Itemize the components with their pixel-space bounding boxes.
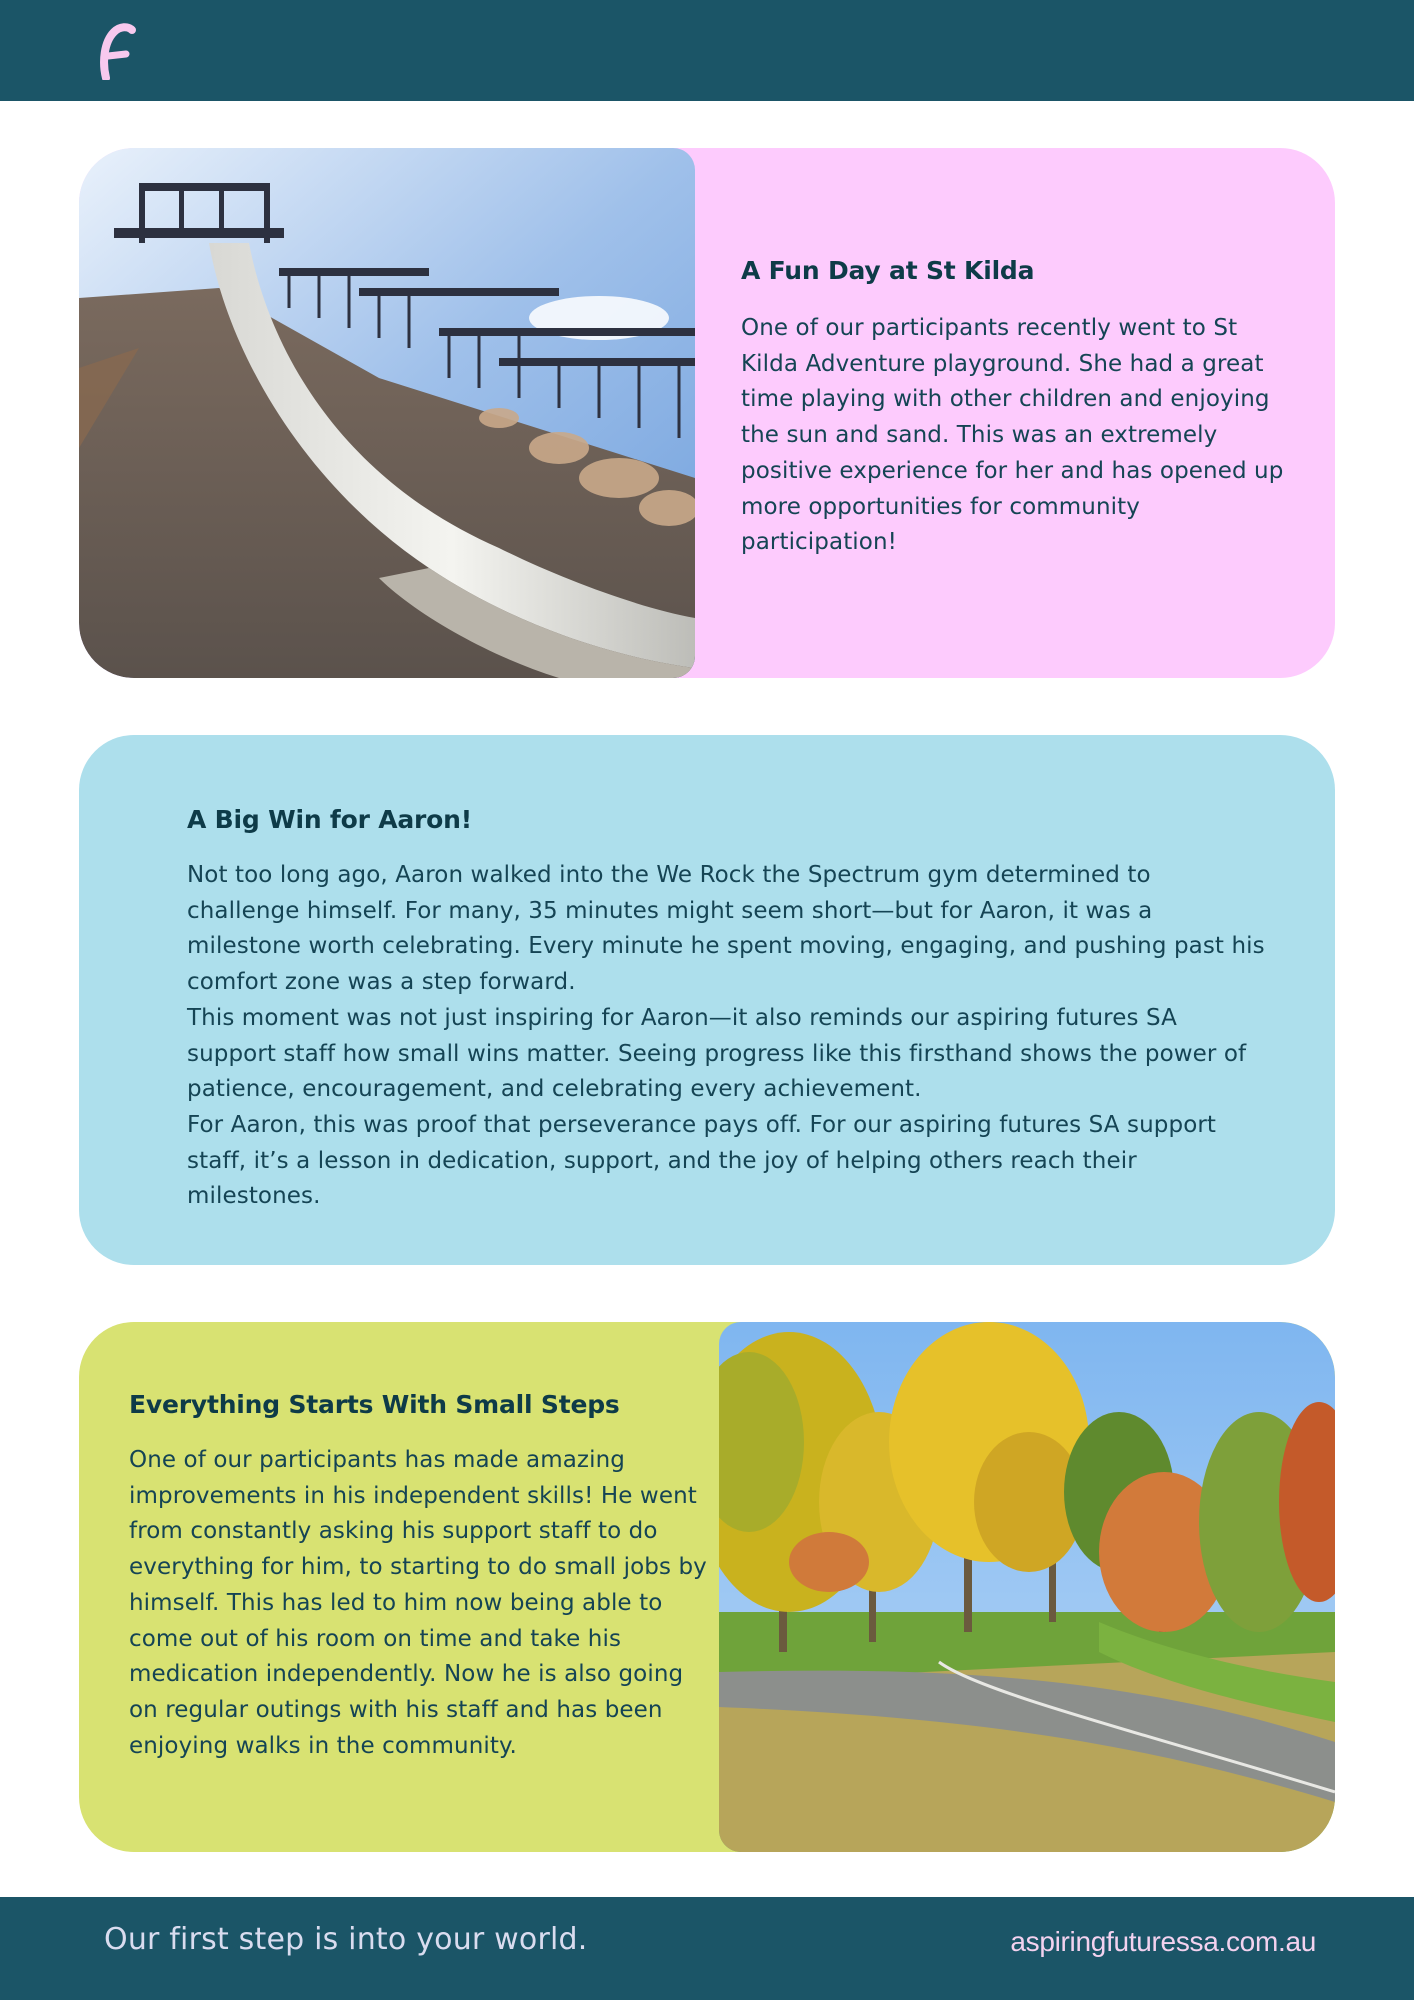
story-text-aaron [187, 805, 1267, 1215]
autumn-park-path-photo [719, 1322, 1335, 1852]
story-card-aaron [79, 735, 1335, 1265]
footer-website-link[interactable]: aspiringfuturessa.com.au [1010, 1926, 1316, 1957]
story-body: One of our participants recently went to St Kilda Adventure playground. She had a great time playing with other children and enjoying the sun and sand. This was an extremely positive experience for her and has opened up more opportunities for community participation! [741, 315, 1284, 556]
story-title: A Fun Day at St Kilda [741, 256, 1035, 285]
footer-tagline: Our first step is into your world. [104, 1922, 588, 1957]
story-body: One of our participants has made amazing improvements in his independent skills! He went from constantly asking his support staff to do everything for him, to starting to do small jobs by himself. This has led to him now being able to come out of his room on time and take his medication independently. Now he is also going on regular outings with his staff and has been enjoying walks in the community. [129, 1447, 707, 1759]
playground-slide-photo [79, 148, 695, 678]
story-card-st-kilda [79, 148, 1335, 678]
aspiring-futures-f-logo-icon[interactable] [96, 22, 136, 80]
story-paragraph: For Aaron, this was proof that perseverance pays off. For our aspiring futures SA support staff, it’s a lesson in dedication, support, and the joy of helping others reach their milestones. [187, 1111, 1217, 1210]
story-text-small-steps [129, 1390, 709, 1764]
story-card-small-steps [79, 1322, 1335, 1852]
story-paragraph: This moment was not just inspiring for Aaron—it also reminds our aspiring futures SA support staff how small wins matter. Seeing progress like this firsthand shows the power of patience, encouragement, and celebrating every achievement. [187, 1004, 1247, 1103]
story-title: Everything Starts With Small Steps [129, 1390, 620, 1419]
header-bar [0, 0, 1414, 101]
story-title: A Big Win for Aaron! [187, 805, 472, 834]
story-text-st-kilda [741, 256, 1301, 561]
story-paragraph: Not too long ago, Aaron walked into the We Rock the Spectrum gym determined to challenge himself. For many, 35 minutes might seem short—but for Aaron, it was a milestone worth celebrating. Every minute he spent moving, engaging, and pushing past his comfort zone was a step forward. [187, 862, 1265, 996]
